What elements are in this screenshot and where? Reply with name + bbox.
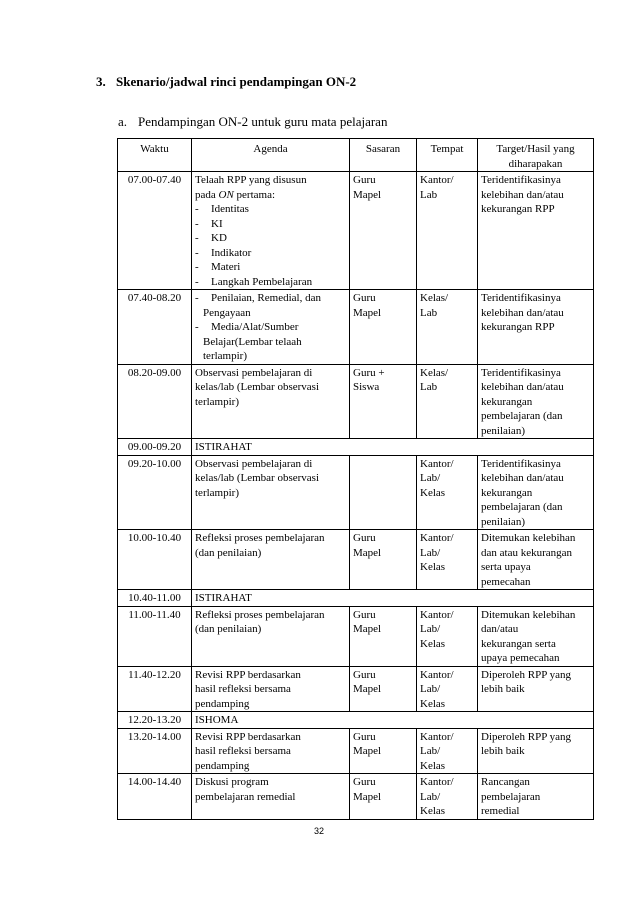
subsection-heading — [118, 114, 387, 130]
sasaran-line: Guru — [353, 174, 376, 186]
tempat-line: Kantor/ — [420, 608, 454, 621]
tempat-line: Lab/ — [420, 683, 441, 695]
header-agenda: Agenda — [192, 139, 350, 172]
target-line: Teridentifikasinya — [481, 292, 561, 304]
tempat-line: Lab/ — [420, 472, 441, 484]
table-row-break — [118, 439, 594, 456]
sasaran-cell — [350, 290, 417, 365]
agenda-line: Revisi RPP berdasarkan — [195, 668, 301, 681]
time-cell: 14.00-14.40 — [118, 774, 192, 820]
target-cell — [478, 364, 594, 439]
tempat-cell — [417, 774, 478, 820]
tempat-line: Kantor/ — [420, 776, 454, 788]
target-line: dan/atau — [481, 623, 519, 635]
table-row-break — [118, 712, 594, 729]
target-line: Teridentifikasinya — [481, 457, 561, 470]
break-cell: ISTIRAHAT — [192, 439, 594, 456]
agenda-list-item-cont: Belajar(Lembar telaah — [203, 335, 302, 348]
target-line: penilaian) — [481, 515, 525, 528]
target-line: pembelajaran — [481, 790, 541, 803]
tempat-line: Lab — [420, 306, 438, 319]
tempat-line: Kelas — [420, 561, 446, 573]
agenda-line: hasil refleksi bersama — [195, 745, 291, 757]
tempat-line: Kantor/ — [420, 457, 454, 470]
agenda-cell — [192, 455, 350, 530]
agenda-cell — [192, 172, 350, 290]
agenda-line: pada ON pertama: — [195, 188, 276, 201]
table-row — [118, 172, 594, 290]
sasaran-line: Guru — [353, 776, 376, 788]
table-row — [118, 530, 594, 590]
sasaran-line: Mapel — [353, 745, 382, 757]
tempat-line: Lab — [420, 188, 438, 201]
break-cell: ISHOMA — [192, 712, 594, 729]
target-cell — [478, 455, 594, 530]
time-cell: 10.40-11.00 — [118, 590, 192, 607]
sasaran-line: Guru — [353, 608, 376, 621]
sasaran-line: Guru — [353, 668, 376, 681]
target-line: Diperoleh RPP yang — [481, 730, 572, 743]
target-line: pembelajaran (dan — [481, 410, 563, 422]
agenda-list-item-cont: Pengayaan — [203, 306, 251, 319]
target-line: Ditemukan kelebihan — [481, 608, 576, 621]
agenda-line: pendamping — [195, 697, 250, 710]
sasaran-cell — [350, 172, 417, 290]
sasaran-line: Mapel — [353, 683, 382, 695]
header-waktu: Waktu — [118, 139, 192, 172]
agenda-line: (dan penilaian) — [195, 623, 262, 635]
time-cell: 11.00-11.40 — [118, 606, 192, 666]
target-line: lebih baik — [481, 683, 525, 695]
target-line: serta upaya — [481, 561, 531, 573]
time-cell: 09.00-09.20 — [118, 439, 192, 456]
target-cell — [478, 290, 594, 365]
table-row — [118, 364, 594, 439]
agenda-line: kelas/lab (Lembar observasi — [195, 472, 320, 484]
agenda-line: Refleksi proses pembelajaran — [195, 608, 325, 621]
agenda-line: Diskusi program — [195, 776, 269, 788]
tempat-line: Lab — [420, 381, 438, 393]
sasaran-cell — [350, 530, 417, 590]
tempat-line: Kelas — [420, 805, 446, 817]
target-line: Diperoleh RPP yang — [481, 668, 572, 681]
header-target: Target/Hasil yang diharapakan — [478, 139, 594, 172]
tempat-line: Lab/ — [420, 546, 441, 559]
sasaran-cell — [350, 455, 417, 530]
tempat-line: Kelas/ — [420, 292, 449, 304]
target-line: kekurangan — [481, 486, 533, 499]
sasaran-cell — [350, 364, 417, 439]
agenda-list-item: - KD — [195, 232, 227, 244]
agenda-line: Observasi pembelajaran di — [195, 457, 313, 470]
agenda-line: Refleksi proses pembelajaran — [195, 532, 325, 544]
sasaran-line: Mapel — [353, 623, 382, 635]
target-line: dan atau kekurangan — [481, 546, 573, 559]
header-sasaran: Sasaran — [350, 139, 417, 172]
target-line: kelebihan dan/atau — [481, 472, 564, 484]
target-line: pemecahan — [481, 575, 531, 588]
tempat-line: Lab/ — [420, 790, 441, 803]
target-cell — [478, 172, 594, 290]
time-cell: 08.20-09.00 — [118, 364, 192, 439]
agenda-list-item: - KI — [195, 217, 223, 230]
sasaran-line: Guru — [353, 532, 376, 544]
agenda-line: terlampir) — [195, 395, 239, 408]
tempat-line: Kelas/ — [420, 366, 449, 379]
tempat-line: Kantor/ — [420, 668, 454, 681]
sasaran-line: Mapel — [353, 306, 382, 319]
schedule-table — [117, 138, 594, 820]
target-line: Ditemukan kelebihan — [481, 532, 576, 544]
agenda-line: kelas/lab (Lembar observasi — [195, 381, 320, 393]
target-line: kekurangan RPP — [481, 321, 555, 333]
target-line: Teridentifikasinya — [481, 174, 561, 186]
target-line: lebih baik — [481, 745, 525, 757]
subsection-title: Pendampingan ON-2 untuk guru mata pelajaran — [138, 114, 388, 129]
time-cell: 07.40-08.20 — [118, 290, 192, 365]
agenda-line: Observasi pembelajaran di — [195, 366, 313, 379]
agenda-list-item: - Langkah Pembelajaran — [195, 275, 313, 288]
time-cell: 07.00-07.40 — [118, 172, 192, 290]
section-heading — [96, 74, 356, 90]
break-cell: ISTIRAHAT — [192, 590, 594, 607]
agenda-list-item: - Indikator — [195, 246, 252, 259]
agenda-cell — [192, 364, 350, 439]
agenda-cell — [192, 728, 350, 774]
tempat-cell — [417, 606, 478, 666]
agenda-line: terlampir) — [195, 486, 239, 499]
target-cell — [478, 530, 594, 590]
target-line: kekurangan — [481, 395, 533, 408]
target-line: Teridentifikasinya — [481, 366, 561, 379]
agenda-list-item: - Penilaian, Remedial, dan — [195, 292, 321, 304]
table-row — [118, 455, 594, 530]
target-line: kelebihan dan/atau — [481, 381, 564, 393]
sasaran-cell — [350, 606, 417, 666]
table-row — [118, 666, 594, 712]
section-number: 3. — [96, 74, 106, 89]
target-line: Rancangan — [481, 776, 530, 788]
sasaran-line: Guru — [353, 730, 376, 743]
agenda-line: pendamping — [195, 759, 250, 772]
tempat-line: Kelas — [420, 637, 446, 650]
time-cell: 12.20-13.20 — [118, 712, 192, 729]
agenda-line: hasil refleksi bersama — [195, 683, 291, 695]
tempat-line: Kantor/ — [420, 174, 454, 186]
target-line: pembelajaran (dan — [481, 501, 563, 513]
target-cell — [478, 666, 594, 712]
subsection-letter: a. — [118, 114, 128, 129]
header-tempat: Tempat — [417, 139, 478, 172]
agenda-line: (dan penilaian) — [195, 546, 262, 559]
agenda-line: Telaah RPP yang disusun — [195, 174, 307, 186]
sasaran-cell — [350, 666, 417, 712]
agenda-cell — [192, 290, 350, 365]
tempat-line: Kelas — [420, 759, 446, 772]
time-cell: 09.20-10.00 — [118, 455, 192, 530]
sasaran-cell — [350, 728, 417, 774]
sasaran-cell — [350, 774, 417, 820]
agenda-cell — [192, 774, 350, 820]
tempat-cell — [417, 728, 478, 774]
target-line: kekurangan serta — [481, 637, 556, 650]
tempat-line: Lab/ — [420, 623, 441, 635]
tempat-line: Kantor/ — [420, 730, 454, 743]
tempat-cell — [417, 530, 478, 590]
tempat-cell — [417, 172, 478, 290]
table-row — [118, 774, 594, 820]
tempat-line: Kelas — [420, 697, 446, 710]
sasaran-line: Mapel — [353, 790, 382, 803]
sasaran-line: Siswa — [353, 381, 380, 393]
tempat-cell — [417, 666, 478, 712]
target-line: kelebihan dan/atau — [481, 306, 564, 319]
target-cell — [478, 606, 594, 666]
time-cell: 13.20-14.00 — [118, 728, 192, 774]
tempat-line: Kelas — [420, 486, 446, 499]
table-row — [118, 606, 594, 666]
agenda-list-item: - Materi — [195, 261, 241, 273]
target-line: penilaian) — [481, 424, 525, 437]
tempat-cell — [417, 455, 478, 530]
tempat-cell — [417, 364, 478, 439]
table-row — [118, 728, 594, 774]
agenda-cell — [192, 666, 350, 712]
time-cell: 11.40-12.20 — [118, 666, 192, 712]
target-line: kekurangan RPP — [481, 203, 555, 215]
agenda-list-item: - Identitas — [195, 203, 249, 215]
agenda-list-item-cont: terlampir) — [203, 350, 247, 362]
table-header-row — [118, 139, 594, 172]
agenda-cell — [192, 606, 350, 666]
agenda-line: pembelajaran remedial — [195, 790, 296, 803]
agenda-list-item: - Media/Alat/Sumber — [195, 321, 299, 333]
tempat-line: Lab/ — [420, 745, 441, 757]
agenda-line: Revisi RPP berdasarkan — [195, 730, 301, 743]
table-row — [118, 290, 594, 365]
target-cell — [478, 774, 594, 820]
sasaran-line: Mapel — [353, 188, 382, 201]
tempat-cell — [417, 290, 478, 365]
section-title: Skenario/jadwal rinci pendampingan ON-2 — [116, 74, 357, 89]
sasaran-line: Guru + — [353, 366, 385, 379]
tempat-line: Kantor/ — [420, 532, 454, 544]
target-line: remedial — [481, 805, 520, 817]
table-row-break — [118, 590, 594, 607]
agenda-cell — [192, 530, 350, 590]
target-cell — [478, 728, 594, 774]
time-cell: 10.00-10.40 — [118, 530, 192, 590]
page-number: 32 — [313, 826, 324, 836]
target-line: kelebihan dan/atau — [481, 188, 564, 201]
target-line: upaya pemecahan — [481, 652, 560, 664]
sasaran-line: Mapel — [353, 546, 382, 559]
sasaran-line: Guru — [353, 292, 376, 304]
